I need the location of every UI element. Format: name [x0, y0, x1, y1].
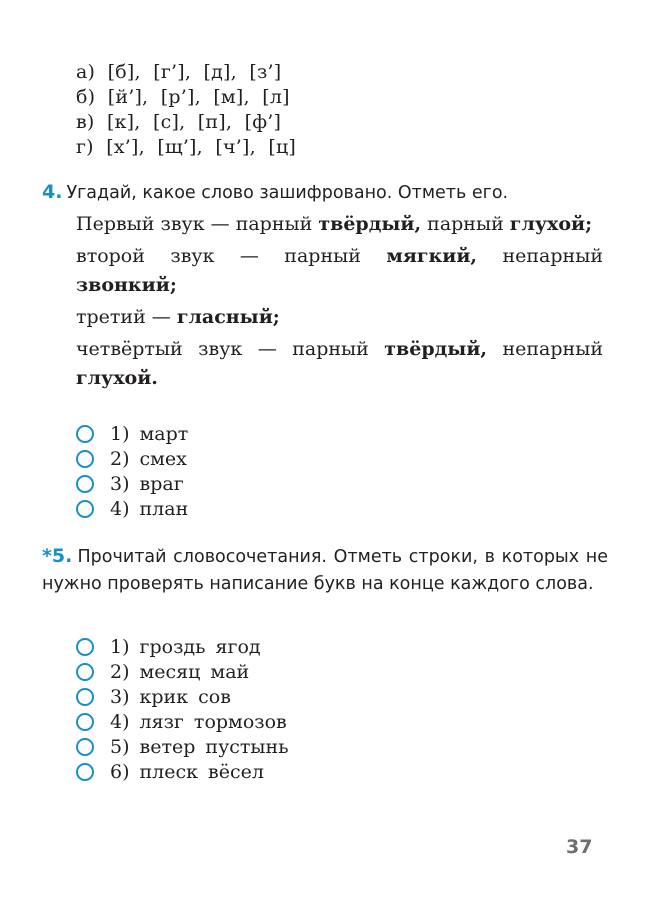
task-5-header — [42, 543, 608, 598]
choice-number: 3) — [110, 685, 130, 708]
choice-text: месяц май — [139, 660, 250, 683]
choice-number: 6) — [110, 760, 130, 783]
desc-bold: твёрдый, — [384, 338, 488, 360]
choice-text: плеск вёсел — [139, 760, 264, 783]
desc-bold: мягкий, — [386, 245, 478, 267]
desc-text: второй звук — парный — [76, 245, 387, 267]
choice-number: 2) — [110, 660, 130, 683]
task-5-choices — [76, 634, 596, 784]
choice-number: 4) — [110, 710, 130, 733]
choice-row[interactable] — [76, 421, 596, 446]
desc-text: парный — [421, 213, 510, 235]
choice-text: гроздь ягод — [139, 635, 261, 658]
desc-bold: гласный; — [176, 306, 280, 328]
radio-circle-icon[interactable] — [76, 450, 94, 468]
choice-text: враг — [139, 472, 184, 495]
task-4-number: 4. — [42, 181, 63, 203]
radio-circle-icon[interactable] — [76, 738, 94, 756]
desc-text: Первый звук — парный — [76, 213, 319, 235]
choice-row[interactable] — [76, 734, 596, 759]
choice-row[interactable] — [76, 759, 596, 784]
answer-options-previous-task — [76, 60, 616, 160]
radio-circle-icon[interactable] — [76, 763, 94, 781]
choice-number: 1) — [110, 422, 130, 445]
radio-circle-icon[interactable] — [76, 425, 94, 443]
choice-row[interactable] — [76, 684, 596, 709]
desc-bold: твёрдый, — [318, 213, 422, 235]
desc-bold: глухой; — [509, 213, 593, 235]
desc-text: непарный — [477, 245, 603, 267]
radio-circle-icon[interactable] — [76, 713, 94, 731]
desc-text: непарный — [487, 338, 603, 360]
radio-circle-icon[interactable] — [76, 638, 94, 656]
task-4-choices — [76, 421, 596, 521]
description-line-1 — [76, 210, 603, 239]
option-line-b: б) [й’], [р’], [м], [л] — [76, 86, 290, 108]
choice-text: март — [139, 422, 189, 445]
choice-text: лязг тормозов — [139, 710, 287, 733]
option-line-v: в) [к], [с], [п], [ф’] — [76, 111, 282, 133]
choice-number: 2) — [110, 447, 130, 470]
desc-bold: звонкий; — [76, 274, 177, 296]
task-5-number: *5. — [42, 545, 73, 567]
task-4-instruction: Угадай, какое слово зашифровано. Отметь его. — [66, 183, 509, 203]
option-line-g: г) [х’], [щ’], [ч’], [ц] — [76, 136, 296, 158]
option-line-a: а) [б], [г’], [д], [з’] — [76, 61, 282, 83]
choice-row[interactable] — [76, 659, 596, 684]
description-line-3 — [76, 303, 603, 332]
choice-row[interactable] — [76, 496, 596, 521]
choice-number: 3) — [110, 472, 130, 495]
choice-row[interactable] — [76, 709, 596, 734]
desc-bold: глухой. — [76, 367, 158, 389]
radio-circle-icon[interactable] — [76, 500, 94, 518]
task-5-instruction: Прочитай словосочетания. Отметь строки, в которых не нужно проверять написание букв на конце каждого слова. — [42, 547, 609, 594]
choice-text: крик сов — [139, 685, 231, 708]
page-number: 37 — [566, 836, 593, 858]
description-line-4 — [76, 335, 603, 393]
choice-row[interactable] — [76, 446, 596, 471]
choice-text: ветер пустынь — [139, 735, 289, 758]
choice-number: 4) — [110, 497, 130, 520]
choice-number: 1) — [110, 635, 130, 658]
task-4-header — [42, 179, 608, 207]
choice-text: смех — [139, 447, 187, 470]
desc-text: четвёртый звук — парный — [76, 338, 385, 360]
desc-text: третий — — [76, 306, 177, 328]
description-line-2 — [76, 242, 603, 300]
choice-row[interactable] — [76, 471, 596, 496]
radio-circle-icon[interactable] — [76, 475, 94, 493]
radio-circle-icon[interactable] — [76, 663, 94, 681]
choice-text: план — [139, 497, 189, 520]
choice-row[interactable] — [76, 634, 596, 659]
task-4-description — [76, 210, 603, 396]
choice-number: 5) — [110, 735, 130, 758]
radio-circle-icon[interactable] — [76, 688, 94, 706]
